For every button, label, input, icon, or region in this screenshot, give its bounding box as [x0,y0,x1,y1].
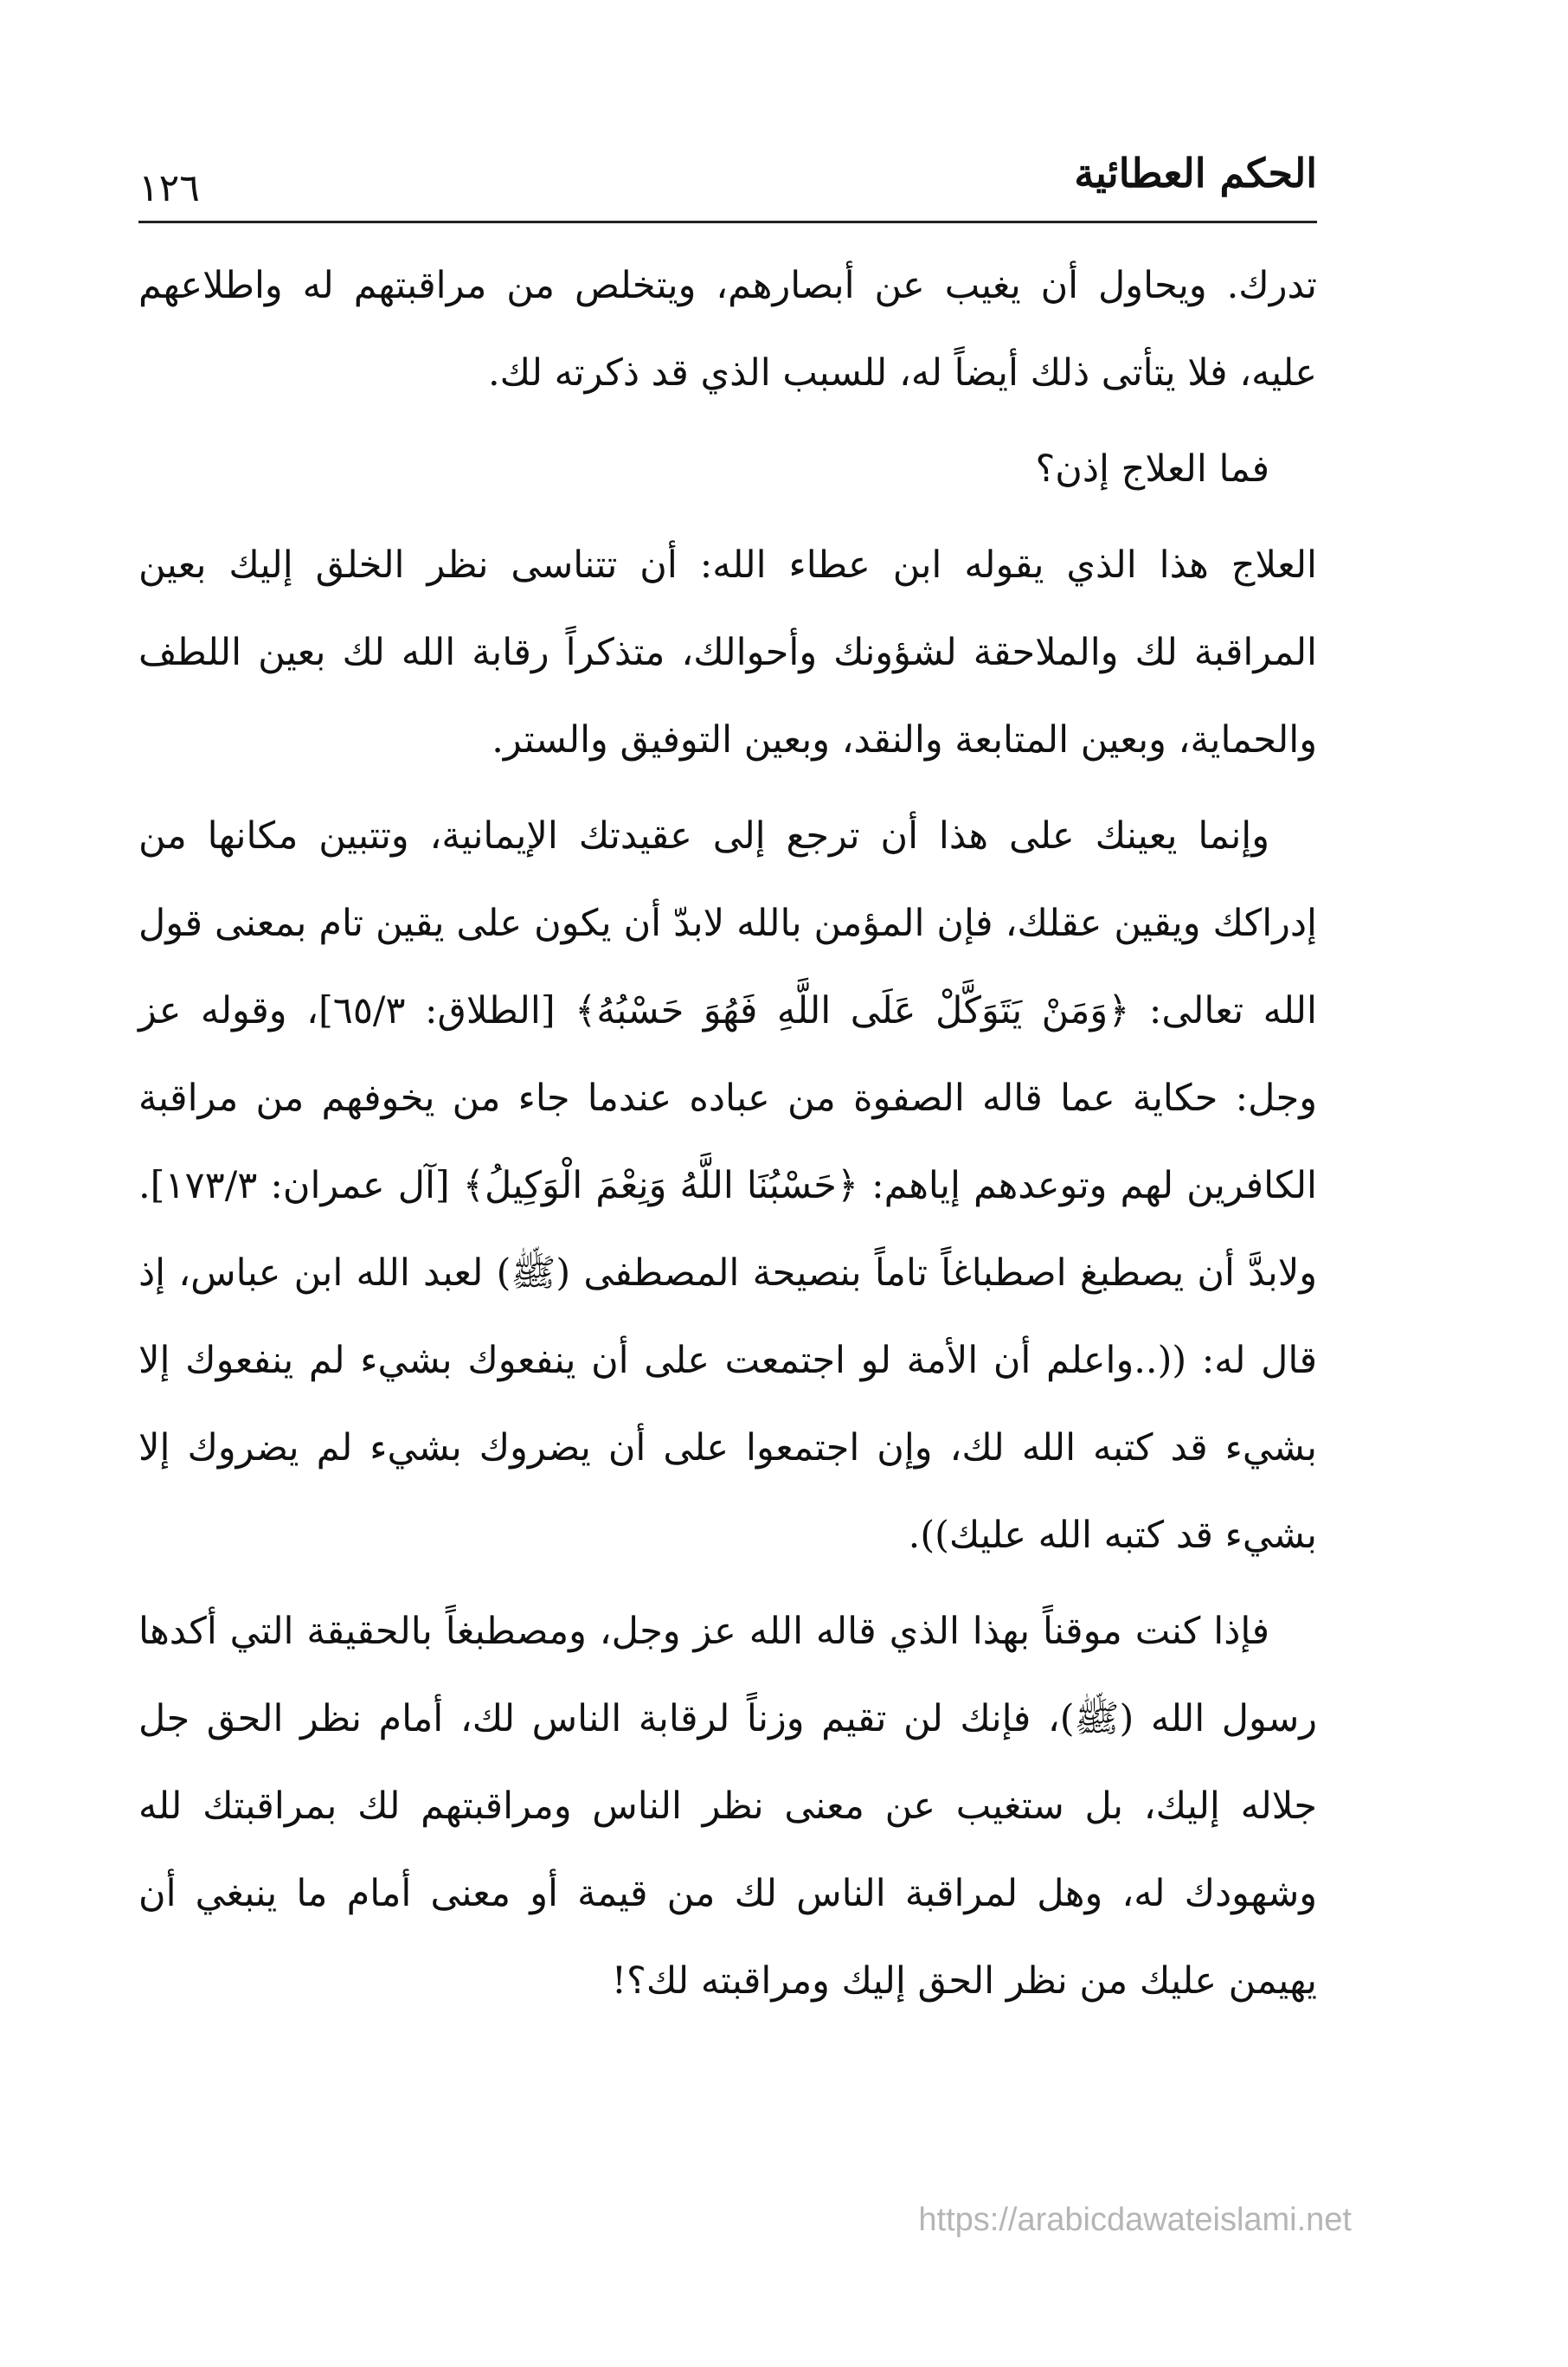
page-number: ١٢٦ [138,166,200,210]
paragraph-2: فما العلاج إذن؟ [1035,447,1269,491]
running-title: الحكم العطائية [1074,150,1317,196]
page-header [138,147,1317,216]
paragraph-1: تدرك. ويحاول أن يغيب عن أبصارهم، ويتخلص من مراقبتهم له واطلاعهم عليه، فلا يتأتى ذلك أيضاً له، للسبب الذي قد ذكرته لك. [138,264,1317,395]
watermark-url: https://arabicdawateislami.net [918,2202,1352,2238]
paragraph-5: فإذا كنت موقناً بهذا الذي قاله الله عز وجل، ومصطبغاً بالحقيقة التي أكدها رسول الله (ﷺ)، فإنك لن تقيم وزناً لرقابة الناس لك، أمام نظر الحق جل جلاله إليك، بل ستغيب عن معنى نظر الناس ومراقبتهم لك بمراقبتك لله وشهودك له، وهل لمراقبة الناس لك من قيمة أو معنى أمام ما ينبغي أن يهيمن عليك من نظر الحق إليك ومراقبته لك؟! [138,1610,1317,2003]
page-body [138,242,1317,2025]
paragraph-4: وإنما يعينك على هذا أن ترجع إلى عقيدتك الإيمانية، وتتبين مكانها من إدراكك ويقين عقلك، فإن المؤمن بالله لابدّ أن يكون على يقين تام بمعنى قول الله تعالى: ﴿وَمَنْ يَتَوَكَّلْ عَلَى اللَّهِ فَهُوَ حَسْبُهُ﴾ [الطلاق: ٦٥/٣]، وقوله عز وجل: حكاية عما قاله الصفوة من عباده عندما جاء من يخوفهم من مراقبة الكافرين لهم وتوعدهم إياهم: ﴿حَسْبُنَا اللَّهُ وَنِعْمَ الْوَكِيلُ﴾ [آل عمران: ١٧٣/٣]. ولابدَّ أن يصطبغ اصطباغاً تاماً بنصيحة المصطفى (ﷺ) لعبد الله ابن عباس، إذ قال له: ((..واعلم أن الأمة لو اجتمعت على أن ينفعوك بشيء لم ينفعوك إلا بشيء قد كتبه الله لك، وإن اجتمعوا على أن يضروك بشيء لم يضروك إلا بشيء قد كتبه الله عليك)). [138,814,1317,1557]
paragraph-3: العلاج هذا الذي يقوله ابن عطاء الله: أن تتناسى نظر الخلق إليك بعين المراقبة لك والملاحقة لشؤونك وأحوالك، متذكراً رقابة الله لك بعين اللطف والحماية، وبعين المتابعة والنقد، وبعين التوفيق والستر. [138,544,1317,762]
header-divider [138,221,1317,223]
